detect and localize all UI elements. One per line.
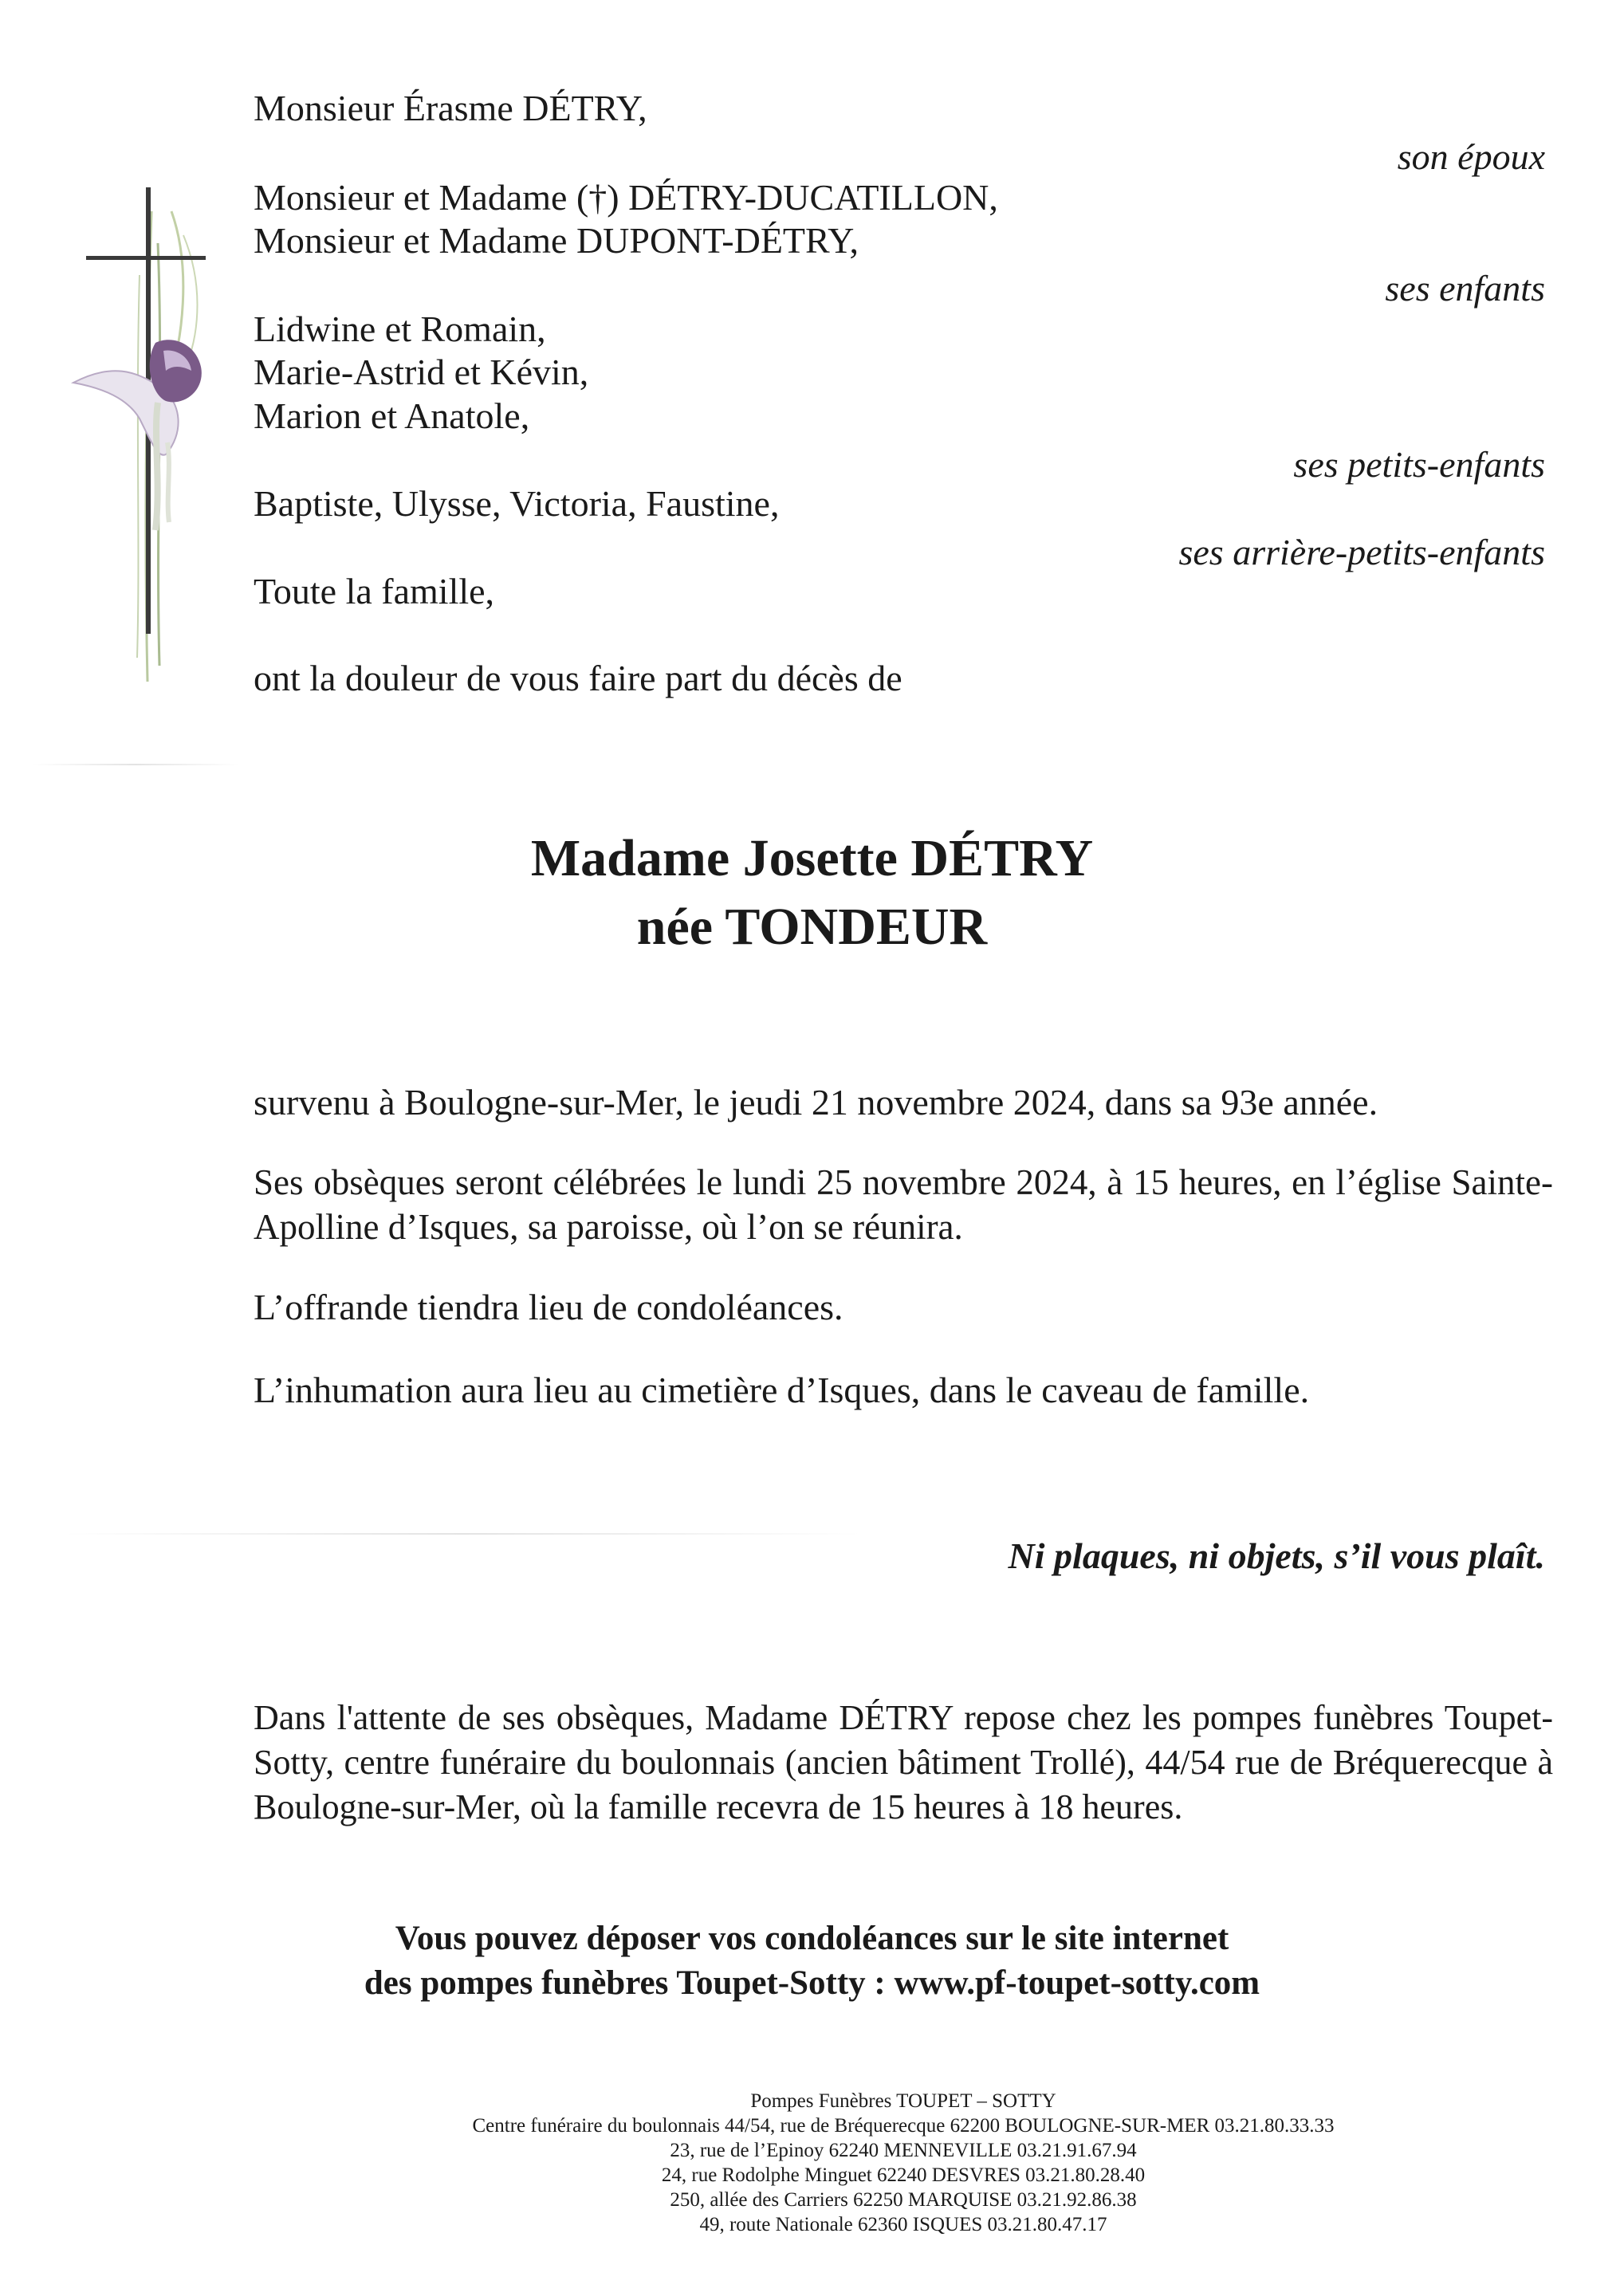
announcement: ont la douleur de vous faire part du décès de bbox=[254, 658, 902, 698]
deceased-name: Madame Josette DÉTRY bbox=[530, 829, 1094, 887]
condolences-line-1: Vous pouvez déposer vos condoléances sur le site internet bbox=[395, 1920, 1229, 1957]
grandchildren-line-2: Marie-Astrid et Kévin, bbox=[254, 352, 589, 392]
funeral-details: Ses obsèques seront célébrées le lundi 25 novembre 2024, à 15 heures, en l’église Sainte-Apolline d’Isques, sa paroisse, où l’on se réunira. bbox=[254, 1162, 1553, 1247]
great-grandchildren: Baptiste, Ulysse, Victoria, Faustine, bbox=[254, 483, 780, 524]
flower-request: Ni plaques, ni objets, s’il vous plaît. bbox=[1008, 1535, 1545, 1576]
footer-address-5: 49, route Nationale 62360 ISQUES 03.21.80.47.17 bbox=[699, 2214, 1107, 2235]
footer-address-2: 23, rue de l’Epinoy 62240 MENNEVILLE 03.21.91.67.94 bbox=[670, 2140, 1137, 2161]
grandchildren-line-1: Lidwine et Romain, bbox=[254, 309, 546, 349]
footer-address-3: 24, rue Rodolphe Minguet 62240 DESVRES 03.21.80.28.40 bbox=[661, 2164, 1146, 2186]
whole-family: Toute la famille, bbox=[254, 571, 495, 611]
funeral-home-footer bbox=[254, 2089, 1553, 2237]
separator-middle bbox=[64, 1533, 861, 1535]
grandchildren-role: ses petits-enfants bbox=[1293, 444, 1545, 485]
separator-left bbox=[32, 764, 239, 765]
children-line-2: Monsieur et Madame DUPONT-DÉTRY, bbox=[254, 220, 859, 261]
death-details: survenu à Boulogne-sur-Mer, le jeudi 21 novembre 2024, dans sa 93e année. bbox=[254, 1082, 1378, 1122]
footer-address-1: Centre funéraire du boulonnais 44/54, rue de Bréquerecque 62200 BOULOGNE-SUR-MER 03.21.80.33.33 bbox=[472, 2115, 1335, 2137]
children-role: ses enfants bbox=[1385, 268, 1545, 309]
repose-details: Dans l'attente de ses obsèques, Madame DÉTRY repose chez les pompes funèbres Toupet-Sotty, centre funéraire du boulonnais (ancien bâtiment Trollé), 44/54 rue de Bréquerecque à Boulogne-sur-Mer, où la famille recevra de 15 heures à 18 heures. bbox=[254, 1698, 1553, 1826]
great-grandchildren-role: ses arrière-petits-enfants bbox=[1178, 532, 1545, 572]
offering-note: L’offrande tiendra lieu de condoléances. bbox=[254, 1287, 843, 1327]
children-line-1: Monsieur et Madame (†) DÉTRY-DUCATILLON, bbox=[254, 177, 998, 218]
condolences-line-2: des pompes funèbres Toupet-Sotty : www.pf-toupet-sotty.com bbox=[364, 1964, 1260, 2002]
spouse-name: Monsieur Érasme DÉTRY, bbox=[254, 88, 647, 128]
deceased-maiden-name: née TONDEUR bbox=[636, 898, 988, 956]
burial-details: L’inhumation aura lieu au cimetière d’Isques, dans le caveau de famille. bbox=[254, 1370, 1310, 1410]
footer-address-4: 250, allée des Carriers 62250 MARQUISE 03.21.92.86.38 bbox=[670, 2189, 1137, 2211]
cross-lily-ornament bbox=[64, 179, 239, 690]
grandchildren-line-3: Marion et Anatole, bbox=[254, 395, 530, 436]
spouse-role: son époux bbox=[1397, 136, 1545, 177]
footer-company: Pompes Funèbres TOUPET – SOTTY bbox=[750, 2090, 1056, 2112]
